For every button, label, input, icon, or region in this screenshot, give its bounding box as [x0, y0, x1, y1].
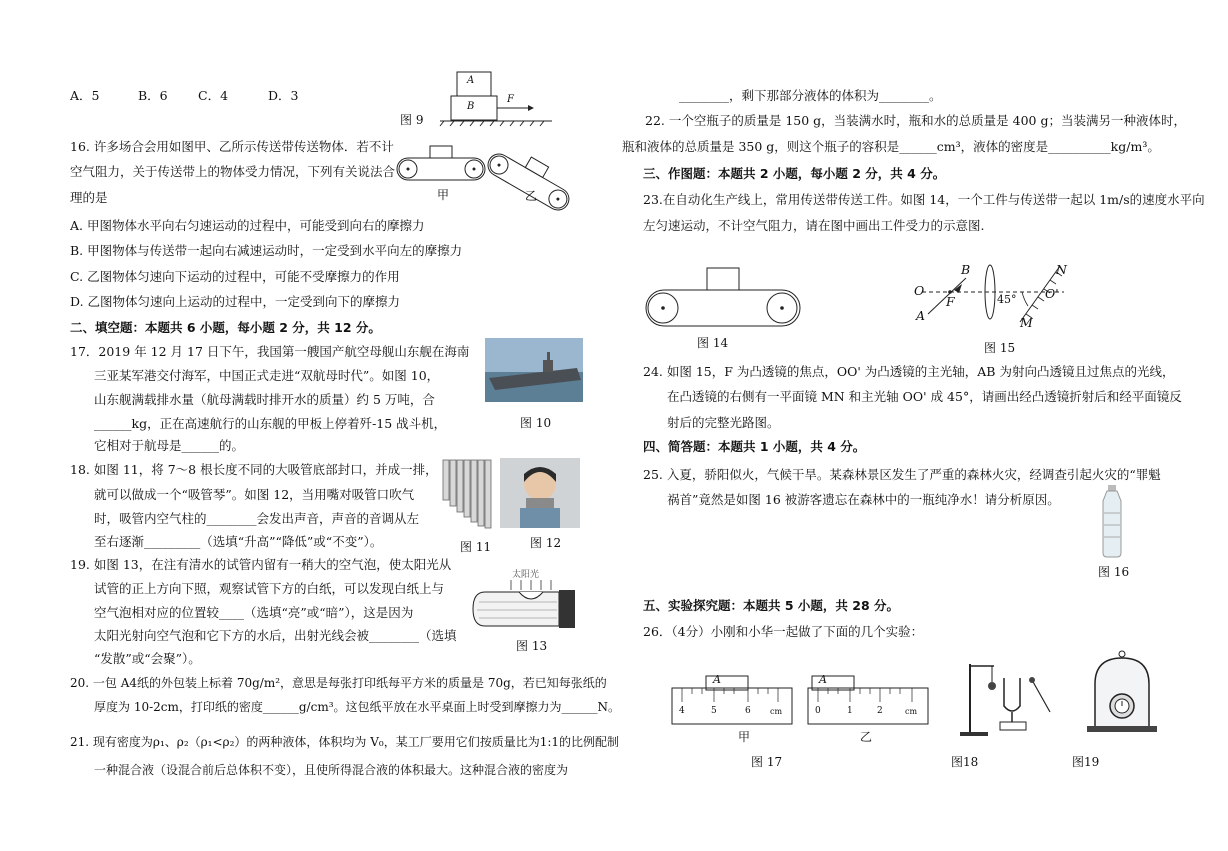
q24-line: 在凸透镜的右侧有一平面镜 MN 和主光轴 OO' 成 45°，请画出经凸透镜折射后和经平面镜反 — [667, 389, 1182, 404]
q21-continuation: ________，剩下那部分液体的体积为________。 — [679, 88, 942, 103]
q17-line: 山东舰满载排水量（航母满载时排开水的质量）约 5 万吨，合 — [94, 392, 435, 407]
aircraft-carrier-photo — [485, 338, 583, 402]
figure-13-caption: 图 13 — [516, 639, 548, 653]
q16-option-a: A. 甲图物体水平向右匀速运动的过程中，可能受到向右的摩擦力 — [70, 218, 425, 233]
q16-option-b: B. 甲图物体与传送带一起向右减速运动时，一定受到水平向左的摩擦力 — [70, 243, 463, 258]
label-o: O — [914, 283, 925, 298]
q19-line: “发散”或“会聚”）。 — [94, 651, 201, 666]
figure-9-diagram — [440, 68, 560, 128]
figure-9-caption: 图 9 — [400, 113, 424, 127]
q16-stem-line1: 16. 许多场合会用如图甲、乙所示传送带传送物体．若不计 — [70, 139, 394, 154]
straw-pipes-figure — [441, 458, 493, 528]
q21-line: 一种混合液（设混合前后总体积不变），且使所得混合液的体积最大。这种混合液的密度为 — [94, 763, 569, 777]
q25-line: 25. 入夏，骄阳似火，气候干旱。某森林景区发生了严重的森林火灾，经调查引起火灾的“罪魁 — [643, 467, 1161, 482]
option-a: A．5 — [70, 88, 100, 103]
q20-line: 20. 一包 A4纸的外包装上标着 70g/m²，意思是每张打印纸每平方米的质量是 70g，若已知每张纸的 — [70, 676, 607, 690]
conveyor-diagram-jia-yi — [395, 142, 585, 204]
q17-line: 三亚某军港交付海军，中国正式走进“双航母时代”。如图 10， — [94, 368, 440, 383]
ruler2-block-a: A — [819, 673, 827, 686]
label-m: M — [1020, 315, 1033, 330]
q18-line: 至右逐渐_________（选填“升高”“降低”或“不变”）。 — [94, 534, 383, 549]
q16-option-d: D. 乙图物体匀速向上运动的过程中，一定受到向下的摩擦力 — [70, 294, 401, 309]
figure-18-tuning-fork — [958, 660, 1058, 740]
figure-15-caption: 图 15 — [984, 341, 1016, 355]
q21-line: 21. 现有密度为ρ₁、ρ₂（ρ₁<ρ₂）的两种液体，体积均为 V₀，某工厂要用它们按质量比为1:1的比例配制 — [70, 735, 620, 749]
q16-option-c: C. 乙图物体匀速向下运动的过程中，可能不受摩擦力的作用 — [70, 269, 400, 284]
figure-17-caption: 图 17 — [751, 755, 783, 769]
figure-18-caption: 图18 — [951, 755, 979, 769]
sunlight-label: 太阳光 — [512, 570, 540, 580]
label-b: B — [961, 262, 971, 277]
figure-14-conveyor — [645, 266, 805, 336]
block-b-label: B — [467, 101, 475, 112]
q24-line: 24. 如图 15，F 为凸透镜的焦点，OO' 为凸透镜的主光轴，AB 为射向凸透镜且过焦点的光线， — [643, 364, 1175, 379]
figure-19-caption: 图19 — [1072, 755, 1100, 769]
section-2-heading: 二、填空题：本题共 6 小题，每小题 2 分，共 12 分。 — [70, 320, 381, 335]
section-4-heading: 四、简答题：本题共 1 小题，共 4 分。 — [643, 439, 866, 454]
q20-line: 厚度为 10-2cm，打印纸的密度______g/cm³。这包纸平放在水平桌面上时受到摩擦力为______N。 — [94, 700, 621, 714]
ruler2-tick-1: 1 — [847, 706, 853, 716]
block-a-label: A — [467, 75, 475, 86]
section-3-heading: 三、作图题：本题共 2 小题，每小题 2 分，共 4 分。 — [643, 166, 946, 181]
child-blowing-straws-photo — [500, 458, 580, 528]
ruler1-tick-4: 4 — [679, 706, 685, 716]
q19-line: 试管的正上方向下照，观察试管下方的白纸，可以发现白纸上与 — [94, 581, 445, 596]
label-o-prime: O' — [1045, 286, 1059, 301]
test-tube-diagram — [473, 580, 577, 630]
water-bottle-photo — [1097, 485, 1127, 557]
figure-12-caption: 图 12 — [530, 536, 562, 550]
label-jia-17: 甲 — [738, 730, 751, 744]
q19-line: 太阳光射向空气泡和它下方的水后，出射光线会被________（选填 — [94, 628, 457, 643]
q22-line: 22. 一个空瓶子的质量是 150 g，当装满水时，瓶和水的总质量是 400 g；当装满另一种液体时， — [645, 113, 1186, 128]
figure-10-caption: 图 10 — [520, 416, 552, 430]
q18-line: 就可以做成一个“吸管琴”。如图 12，当用嘴对吸管口吹气 — [94, 487, 415, 502]
figure-16-caption: 图 16 — [1098, 565, 1130, 579]
q23-line: 左匀速运动，不计空气阻力，请在图中画出工件受力的示意图. — [643, 218, 985, 233]
q17-line: ______kg，正在高速航行的山东舰的甲板上停着歼-15 战斗机， — [94, 416, 447, 431]
label-n: N — [1056, 262, 1067, 277]
force-f-label: F — [507, 94, 514, 105]
ruler1-tick-5: 5 — [711, 706, 717, 716]
figure-14-caption: 图 14 — [697, 336, 729, 350]
figure-11-caption: 图 11 — [460, 540, 492, 554]
q16-stem-line3: 理的是 — [70, 190, 108, 205]
q17-line: 17．2019 年 12 月 17 日下午，我国第一艘国产航空母舰山东舰在海南 — [70, 344, 470, 359]
option-d: D．3 — [268, 88, 299, 103]
q19-line: 空气泡相对应的位置较____（选填“亮”或“暗”），这是因为 — [94, 605, 414, 620]
q18-line: 时，吸管内空气柱的________会发出声音，声音的音调从左 — [94, 511, 420, 526]
option-c: C．4 — [198, 88, 229, 103]
ruler1-tick-6: 6 — [745, 706, 751, 716]
ruler1-unit: cm — [770, 707, 783, 716]
ruler2-tick-0: 0 — [815, 706, 821, 716]
option-b: B．6 — [138, 88, 168, 103]
figure-17-rulers — [672, 672, 932, 730]
section-5-heading: 五、实验探究题：本题共 5 小题，共 28 分。 — [643, 598, 900, 613]
ruler1-block-a: A — [713, 673, 721, 686]
q23-line: 23.在自动化生产线上，常用传送带传送工件。如图 14，一个工件与传送带一起以 1m/s的速度水平向 — [643, 192, 1205, 207]
q18-line: 18. 如图 11，将 7～8 根长度不同的大吸管底部封口，并成一排， — [70, 462, 438, 477]
q25-line: 祸首”竟然是如图 16 被游客遗忘在森林中的一瓶纯净水！请分析原因。 — [667, 492, 1060, 507]
q26-stem: 26．（4分）小刚和小华一起做了下面的几个实验： — [643, 624, 924, 639]
figure-19-bell-jar — [1087, 650, 1157, 736]
q22-line: 瓶和液体的总质量是 350 g，则这个瓶子的容积是______cm³，液体的密度是__________kg/m³。 — [622, 139, 1160, 154]
q17-line: 它相对于航母是______的。 — [94, 438, 245, 453]
label-jia: 甲 — [437, 188, 450, 202]
label-yi-17: 乙 — [860, 730, 873, 744]
q19-line: 19. 如图 13，在注有清水的试管内留有一稍大的空气泡，使太阳光从 — [70, 557, 452, 572]
label-45-degrees: 45° — [997, 293, 1017, 306]
ruler2-unit: cm — [905, 707, 918, 716]
q16-stem-line2: 空气阻力，关于传送带上的物体受力情况，下列有关说法合 — [70, 164, 396, 179]
label-yi: 乙 — [525, 189, 538, 203]
ruler2-tick-2: 2 — [877, 706, 883, 716]
label-f: F — [946, 294, 955, 309]
label-a: A — [916, 308, 926, 323]
q24-line: 射后的完整光路图。 — [667, 415, 780, 430]
